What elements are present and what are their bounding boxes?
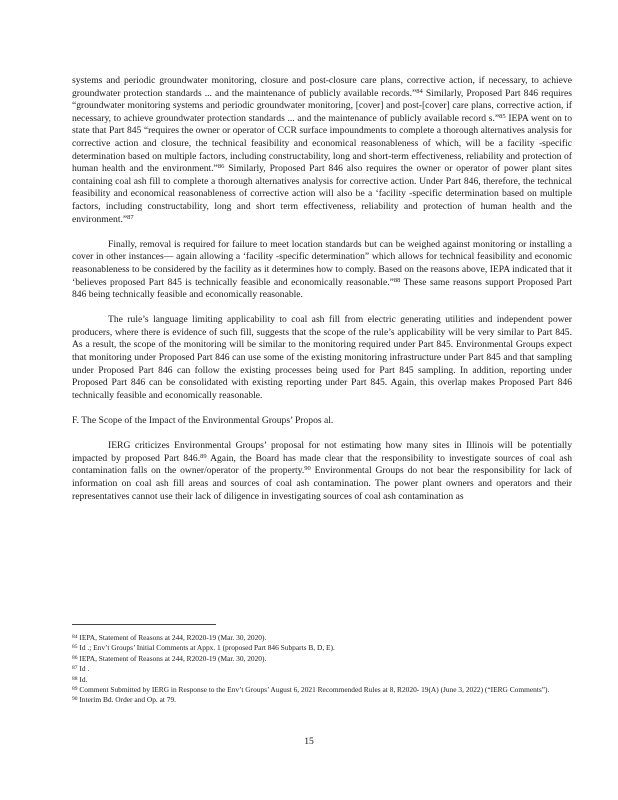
footnotes [72, 633, 572, 706]
footnote: $^{86}$ IEPA, Statement of Reasons at 244, R2020-19 (Mar. 30, 2020). [72, 653, 267, 663]
paragraph-3: The rule’s language limiting applicability to coal ash fill from electric generating utilities and independent power producers, where there is evidence of such fill, suggests that the scope of the rule’s applicability will be very similar to Part 845. As a result, the scope of the monitoring will be similar to the monitoring required under Part 845. Environmental Groups expect that monitoring under Proposed Part 846 can use some of the existing monitoring infrastructure under Part 845 and that sampling under Proposed Part 846 can follow the existing processes being used for Part 845 sampling. In addition, reporting under Proposed Part 846 can be consolidated with existing reporting under Part 845. Again, this overlap makes Proposed Part 846 technically feasible and economically reasonable. [72, 314, 572, 401]
paragraph-1: systems and periodic groundwater monitoring, closure and post-closure care plans, corrective action, if necessary, to achieve groundwater protection standards ... and the maintenance of publicly available records.”$^{84}$ Similarly, Proposed Part 846 requires “groundwater monitoring systems and periodic groundwater monitoring, [cover] and post-[cover] care plans, corrective action, if necessary, to achieve groundwater protection standards ... and the maintenance of publicly available record s.”$^{85}$ IEPA went on to state that Part 845 “requires the owner or operator of CCR surface impoundments to complete a thorough alternatives analysis for corrective action and closure, the technical feasibility and economical reasonableness of which, will be a facility -specific determination based on multiple factors, including constructability, long and short-term effectiveness, reliability and protection of human health and the environment.”$^{86}$ Similarly, Proposed Part 846 also requires the owner or operator of power plant sites containing coal ash fill to complete a thorough alternatives analysis for corrective action. Under Part 846, therefore, the technical feasibility and economical reasonableness of corrective action will also be a ‘facility -specific determination based on multiple factors, including constructability, long and short term effectiveness, reliability and protection of human health and the environment.”$^{87}$ [72, 75, 572, 225]
footnote: $^{87}$ Id . [72, 664, 90, 674]
paragraph-2: Finally, removal is required for failure to meet location standards but can be weighed against monitoring or installing a cover in other instances— again allowing a ‘facility -specific determination” which allows for technical feasibility and economic reasonableness to be considered by the facility as it determines how to comply. Based on the reasons above, IEPA indicated that it ‘believes proposed Part 845 is technically feasible and economically reasonable.”$^{88}$ These same reasons support Proposed Part 846 being technically feasible and economically reasonable. [72, 238, 573, 301]
footnote-ref-90: 90 [304, 465, 311, 473]
footnote: $^{89}$ Comment Submitted by IERG in Response to the Env’t Groups’ August 6, 2021 Recommended Rules at 8, R2020- 19(A) (June 3, 2022) (“IERG Comments”). [72, 685, 550, 695]
footnote: $^{85}$ Id .; Env’t Groups’ Initial Comments at Appx. 1 (proposed Part 846 Subparts B, D, E). [72, 643, 335, 653]
footnote: $^{88}$ Id. [72, 674, 88, 684]
footnote-ref-84: 84 [416, 87, 423, 95]
body-text [72, 75, 572, 503]
footnote-divider [72, 624, 216, 625]
footnote: $^{90}$ Interim Bd. Order and Op. at 79. [72, 695, 177, 705]
footnote-ref-88: 88 [393, 276, 401, 284]
page-number: 15 [304, 736, 314, 747]
footnote-ref-86: 86 [217, 163, 225, 171]
section-heading: F. The Scope of the Impact of the Environmental Groups’ Propos al. [72, 415, 334, 427]
footnote-ref-85: 85 [499, 112, 506, 120]
footnote-ref-87: 87 [127, 213, 134, 221]
paragraph-4: IERG criticizes Environmental Groups’ proposal for not estimating how many sites in Illinois will be potentially impacted by proposed Part 846.89 Again, the Board has made clear that the responsibility to investigate sources of coal ash contamination falls on the owner/operator of the property.$^{90}$ Environmental Groups do not bear the responsibility for lack of information on coal ash fill areas and sources of coal ash contamination. The power plant owners and operators and their representatives cannot use their lack of diligence in investigating sources of coal ash contamination as [72, 440, 572, 502]
footnote: $^{84}$ IEPA, Statement of Reasons at 244, R2020-19 (Mar. 30, 2020). [72, 633, 267, 642]
footnote-ref-89: 89 [200, 452, 207, 460]
